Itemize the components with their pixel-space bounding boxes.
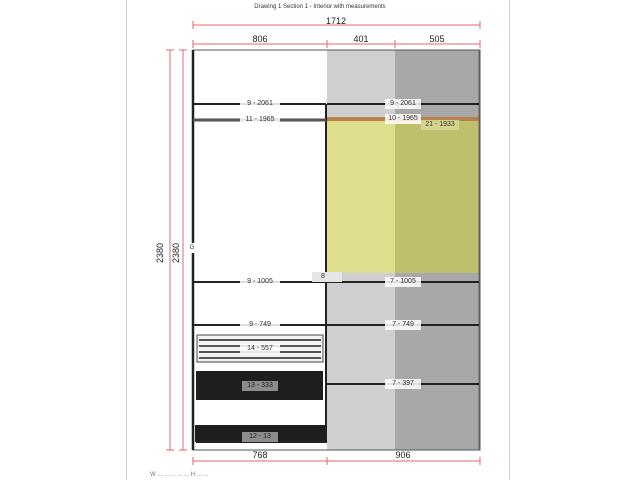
label-right-shelf-2: 7 - 1005 xyxy=(385,277,421,287)
footer-note: W ... ... ... ... ... H ... ... xyxy=(150,472,209,478)
drawing-title: Drawing 1 Section 1 - Interior with measurements xyxy=(254,4,386,10)
overall-height: 2380 xyxy=(155,242,166,264)
bottom-dim-2: 906 xyxy=(395,450,411,460)
side-marker-label: G xyxy=(189,245,195,251)
label-door: 21 - 1933 xyxy=(421,120,459,130)
label-left-shelf-3: 9 - 749 xyxy=(240,320,280,330)
top-dim-2: 401 xyxy=(353,34,369,44)
door-panel-right xyxy=(395,121,479,273)
label-drawer-lower: 12 - 13 xyxy=(242,432,278,442)
top-dim-3: 505 xyxy=(429,34,445,44)
inner-height: 2380 xyxy=(171,242,182,264)
label-drawer-upper: 13 - 333 xyxy=(242,381,278,391)
label-left-shelf-1: 9 - 2061 xyxy=(240,99,280,109)
overall-width: 1712 xyxy=(325,16,347,26)
label-right-shelf-1: 9 - 2061 xyxy=(385,99,421,109)
door-panel-left xyxy=(327,121,395,273)
top-dim-1: 806 xyxy=(252,34,268,44)
divider-marker-label: 8 xyxy=(312,272,342,282)
label-right-shelf-3: 7 - 749 xyxy=(385,320,421,330)
label-right-shelf-4: 7 - 397 xyxy=(385,379,421,389)
label-left-rail: 11 - 1965 xyxy=(240,115,280,125)
bottom-dim-1: 768 xyxy=(252,450,268,460)
label-right-rail: 10 - 1965 xyxy=(385,114,421,124)
label-left-shelf-2: 9 - 1005 xyxy=(240,277,280,287)
label-trouser-rack: 14 - 557 xyxy=(240,344,280,354)
